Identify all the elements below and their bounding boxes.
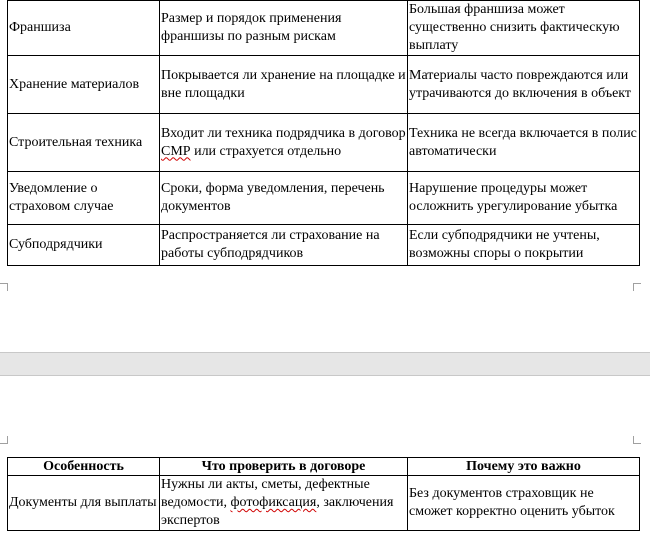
- table-row: [8, 114, 640, 172]
- table-cell[interactable]: [160, 476, 408, 531]
- document-page-bottom: [0, 376, 650, 538]
- insurance-table-repeat-header: [7, 457, 640, 531]
- page-margin-mark: [633, 283, 641, 291]
- column-header-feature[interactable]: Особенность: [8, 458, 160, 476]
- table-cell[interactable]: Документы для выплаты: [8, 476, 160, 531]
- table-row: [8, 172, 640, 225]
- table-cell[interactable]: Покрывается ли хранение на площадке и вне площадки: [160, 56, 408, 114]
- cell-text: , заключения экспертов: [161, 495, 394, 528]
- cell-text: Нужны ли акты, сметы, дефектные ведомости,: [161, 477, 370, 510]
- table-cell[interactable]: Техника не всегда включается в полис автоматически: [408, 114, 640, 172]
- table-cell[interactable]: Размер и порядок применения франшизы по разным рискам: [160, 1, 408, 56]
- table-cell[interactable]: Без документов страховщик не сможет корректно оценить убыток: [408, 476, 640, 531]
- cell-text: Входит ли техника подрядчика в договор: [161, 125, 406, 141]
- spellcheck-flagged-word[interactable]: фотофиксация: [230, 495, 317, 510]
- table-cell[interactable]: Субподрядчики: [8, 225, 160, 266]
- page-break-gap: [0, 352, 650, 376]
- column-header-importance[interactable]: Почему это важно: [408, 458, 640, 476]
- table-cell[interactable]: Большая франшиза может существенно снизить фактическую выплату: [408, 1, 640, 56]
- column-header-check[interactable]: Что проверить в договоре: [160, 458, 408, 476]
- table-cell[interactable]: Сроки, форма уведомления, перечень документов: [160, 172, 408, 225]
- cell-text: или страхуется отдельно: [190, 143, 342, 159]
- table-cell[interactable]: [160, 114, 408, 172]
- table-cell[interactable]: Нарушение процедуры может осложнить урегулирование убытка: [408, 172, 640, 225]
- table-row: [8, 476, 640, 531]
- table-cell[interactable]: Строительная техника: [8, 114, 160, 172]
- table-row: [8, 1, 640, 56]
- table-cell[interactable]: Если субподрядчики не учтены, возможны споры о покрытии: [408, 225, 640, 266]
- page-margin-mark: [0, 283, 8, 291]
- table-row: [8, 225, 640, 266]
- insurance-table-continued: [7, 0, 640, 266]
- page-margin-mark: [0, 436, 8, 444]
- table-cell[interactable]: Материалы часто повреждаются или утрачиваются до включения в объект: [408, 56, 640, 114]
- table-header-row: [8, 458, 640, 476]
- page-margin-mark: [633, 436, 641, 444]
- table-cell[interactable]: Уведомление о страховом случае: [8, 172, 160, 225]
- table-cell[interactable]: Распространяется ли страхование на работы субподрядчиков: [160, 225, 408, 266]
- table-cell[interactable]: Хранение материалов: [8, 56, 160, 114]
- table-row: [8, 56, 640, 114]
- table-cell[interactable]: Франшиза: [8, 1, 160, 56]
- spellcheck-flagged-word[interactable]: СМР: [161, 143, 191, 159]
